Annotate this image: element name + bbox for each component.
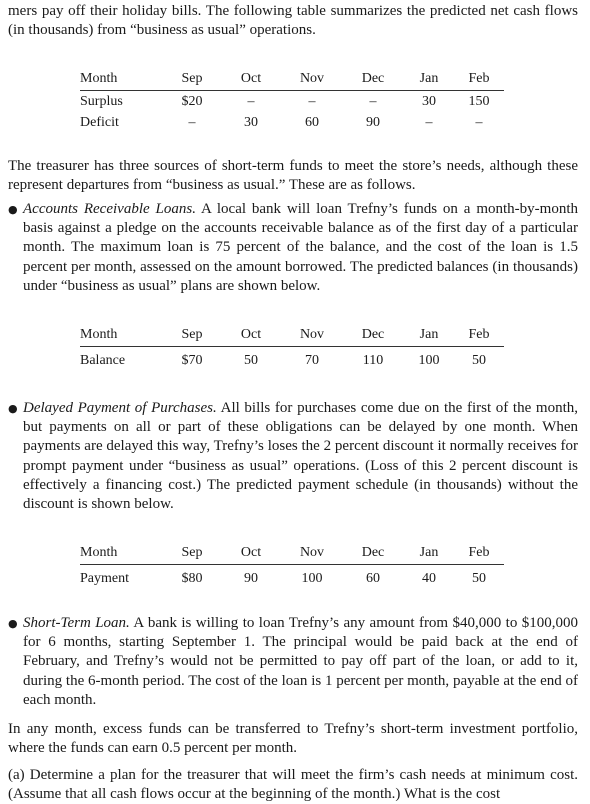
- column-header: Oct: [220, 324, 282, 347]
- table-cell: –: [369, 93, 377, 109]
- receivable-balance-table: [80, 324, 504, 375]
- table-cell: 40: [422, 571, 436, 587]
- table-cell: 60: [305, 114, 319, 130]
- column-header: Month: [80, 68, 164, 91]
- column-header: Dec: [342, 68, 404, 91]
- table-cell: 50: [472, 353, 486, 369]
- cash-flow-table: [80, 68, 504, 133]
- row-label: Payment: [80, 571, 129, 587]
- column-header: Feb: [454, 324, 504, 347]
- bullet-delayed-payment: [8, 399, 578, 514]
- table-cell: 150: [468, 93, 490, 109]
- bullet-icon: ●: [8, 203, 18, 216]
- bullet-text: A local bank will loan Trefny’s funds on a month-by-month basis against a pledge on the accounts receivable balance as of the first day of a particular month. The maximum loan is 75 percent of the balance, and the cost of the loan is 1.5 percent per month, assessed on the amount borrowed. The predicted balances (in thousands) under “business as usual” plans are shown below.: [23, 201, 578, 294]
- column-header: Sep: [164, 324, 220, 347]
- column-header: Jan: [404, 324, 454, 347]
- column-header: Oct: [220, 542, 282, 565]
- table-header-row: [80, 68, 504, 91]
- table-cell: $70: [181, 353, 203, 369]
- table-row: [80, 347, 504, 376]
- column-header: Oct: [220, 68, 282, 91]
- table-cell: $80: [181, 571, 203, 587]
- column-header: Month: [80, 324, 164, 347]
- table-cell: –: [247, 93, 255, 109]
- table-cell: –: [188, 114, 196, 130]
- bullet-icon: ●: [8, 617, 18, 630]
- column-header: Nov: [282, 324, 342, 347]
- column-header: Sep: [164, 542, 220, 565]
- question-a-text: (a) Determine a plan for the treasurer that will meet the firm’s cash needs at minimum cost. (Assume that all cash flows occur at the beginning of the month.) What is the cost: [8, 767, 578, 803]
- investment-paragraph: [8, 720, 578, 758]
- table-row: [80, 112, 504, 133]
- row-label: Surplus: [80, 93, 123, 109]
- table-cell: 100: [301, 571, 323, 587]
- table-header-row: [80, 324, 504, 347]
- table-cell: $20: [181, 93, 203, 109]
- bullet-text: All bills for purchases come due on the first of the month, but payments on all or part of these obligations can be delayed by one month. When payments are delayed this way, Trefny’s loses the 2 percent discount it normally receives for prompt payment under “business as usual” operations. (Loss of this 2 percent discount is effectively a financing cost.) The predicted payment schedule (in thousands) without the discount is shown below.: [23, 400, 578, 513]
- bullet-icon: ●: [8, 402, 18, 415]
- table-cell: 100: [418, 353, 440, 369]
- bullet-text: A bank is willing to loan Trefny’s any amount from $40,000 to $100,000 for 6 months, starting September 1. The principal would be paid back at the end of February, and Trefny’s would not be permitted to pay off part of the loan, or add to it, during the 6-month period. The cost of the loan is 1 percent per month, payable at the end of each month.: [23, 615, 579, 708]
- row-label: Balance: [80, 353, 126, 369]
- table-row: [80, 565, 504, 594]
- column-header: Dec: [342, 542, 404, 565]
- payment-schedule-table: [80, 542, 504, 593]
- column-header: Nov: [282, 542, 342, 565]
- column-header: Jan: [404, 68, 454, 91]
- sources-text: The treasurer has three sources of short-term funds to meet the store’s needs, although these represent departures from “business as usual.” These are as follows.: [8, 158, 578, 194]
- table-cell: 70: [305, 353, 319, 369]
- table-cell: 30: [244, 114, 258, 130]
- bullet-title: Short-Term Loan.: [23, 615, 130, 631]
- bullet-accounts-receivable: [8, 200, 578, 296]
- table-cell: –: [425, 114, 433, 130]
- column-header: Nov: [282, 68, 342, 91]
- column-header: Feb: [454, 68, 504, 91]
- question-a: [8, 766, 578, 804]
- column-header: Sep: [164, 68, 220, 91]
- intro-paragraph: [8, 2, 578, 40]
- bullet-title: Accounts Receivable Loans.: [23, 201, 196, 217]
- table-cell: 50: [472, 571, 486, 587]
- investment-text: In any month, excess funds can be transferred to Trefny’s short-term investment portfolio, where the funds can earn 0.5 percent per month.: [8, 721, 578, 757]
- table-header-row: [80, 542, 504, 565]
- sources-paragraph: [8, 157, 578, 195]
- bullet-title: Delayed Payment of Purchases.: [23, 400, 217, 416]
- table-cell: 60: [366, 571, 380, 587]
- column-header: Feb: [454, 542, 504, 565]
- column-header: Jan: [404, 542, 454, 565]
- table-cell: 110: [362, 353, 384, 369]
- table-cell: 90: [244, 571, 258, 587]
- table-cell: –: [475, 114, 483, 130]
- column-header: Month: [80, 542, 164, 565]
- bullet-short-term-loan: [8, 614, 578, 710]
- table-cell: 90: [366, 114, 380, 130]
- column-header: Dec: [342, 324, 404, 347]
- table-row: [80, 91, 504, 113]
- table-cell: –: [308, 93, 316, 109]
- table-cell: 50: [244, 353, 258, 369]
- intro-text: mers pay off their holiday bills. The following table summarizes the predicted net cash flows (in thousands) from “business as usual” operations.: [8, 3, 578, 39]
- row-label: Deficit: [80, 114, 119, 130]
- table-cell: 30: [422, 93, 436, 109]
